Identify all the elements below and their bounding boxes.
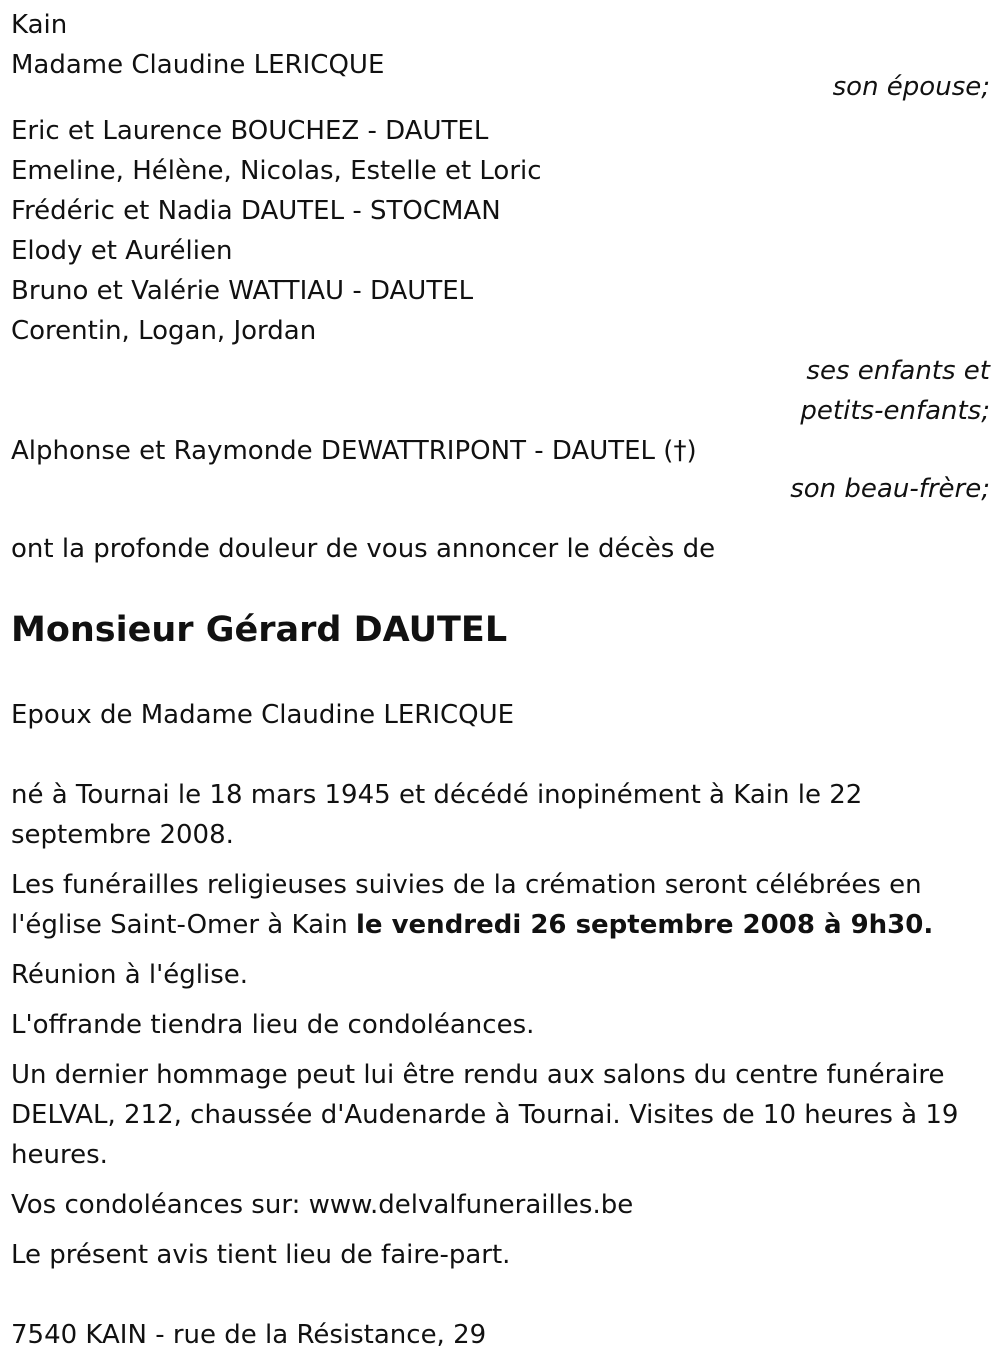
funeral-info <box>11 865 990 945</box>
list-item: Eric et Laurence BOUCHEZ - DAUTEL <box>11 116 489 146</box>
deceased-name: Monsieur Gérard DAUTEL <box>11 610 508 650</box>
list-item: Elody et Aurélien <box>11 236 233 266</box>
condolences: Vos condoléances sur: www.delvalfunerailles.be <box>11 1190 634 1220</box>
brother-in-law-role: son beau-frère; <box>790 474 990 504</box>
spouse-name: Madame Claudine LERICQUE <box>11 50 385 80</box>
homage: Un dernier hommage peut lui être rendu aux salons du centre funéraire DELVAL, 212, chaussée d'Audenarde à Tournai. Visites de 10 heures à 19 heures. <box>11 1060 959 1170</box>
spouse-role: son épouse; <box>832 72 990 102</box>
spouse-of: Epoux de Madame Claudine LERICQUE <box>11 700 515 730</box>
brother-in-law: Alphonse et Raymonde DEWATTRIPONT - DAUTEL (†) <box>11 436 697 466</box>
list-item: Emeline, Hélène, Nicolas, Estelle et Loric <box>11 156 542 186</box>
funeral-date: le vendredi 26 septembre 2008 à 9h30. <box>356 910 934 940</box>
address: 7540 KAIN - rue de la Résistance, 29 <box>11 1320 487 1350</box>
funeral-text: Les funérailles religieuses suivies de la crémation seront célébrées en l'église Saint-Omer à Kain <box>11 870 922 940</box>
children-role-line1: ses enfants et <box>806 356 990 386</box>
birth-death: né à Tournai le 18 mars 1945 et décédé inopinément à Kain le 22 septembre 2008. <box>11 780 863 850</box>
place: Kain <box>11 10 68 40</box>
list-item: Frédéric et Nadia DAUTEL - STOCMAN <box>11 196 501 226</box>
announcement: ont la profonde douleur de vous annoncer le décès de <box>11 534 716 564</box>
offering: L'offrande tiendra lieu de condoléances. <box>11 1010 535 1040</box>
list-item: Bruno et Valérie WATTIAU - DAUTEL <box>11 276 474 306</box>
reunion: Réunion à l'église. <box>11 960 249 990</box>
notice: Le présent avis tient lieu de faire-part. <box>11 1240 511 1270</box>
children-role-line2: petits-enfants; <box>800 396 990 426</box>
children-list <box>11 111 990 351</box>
obituary-notice <box>11 5 990 1355</box>
list-item: Corentin, Logan, Jordan <box>11 316 317 346</box>
